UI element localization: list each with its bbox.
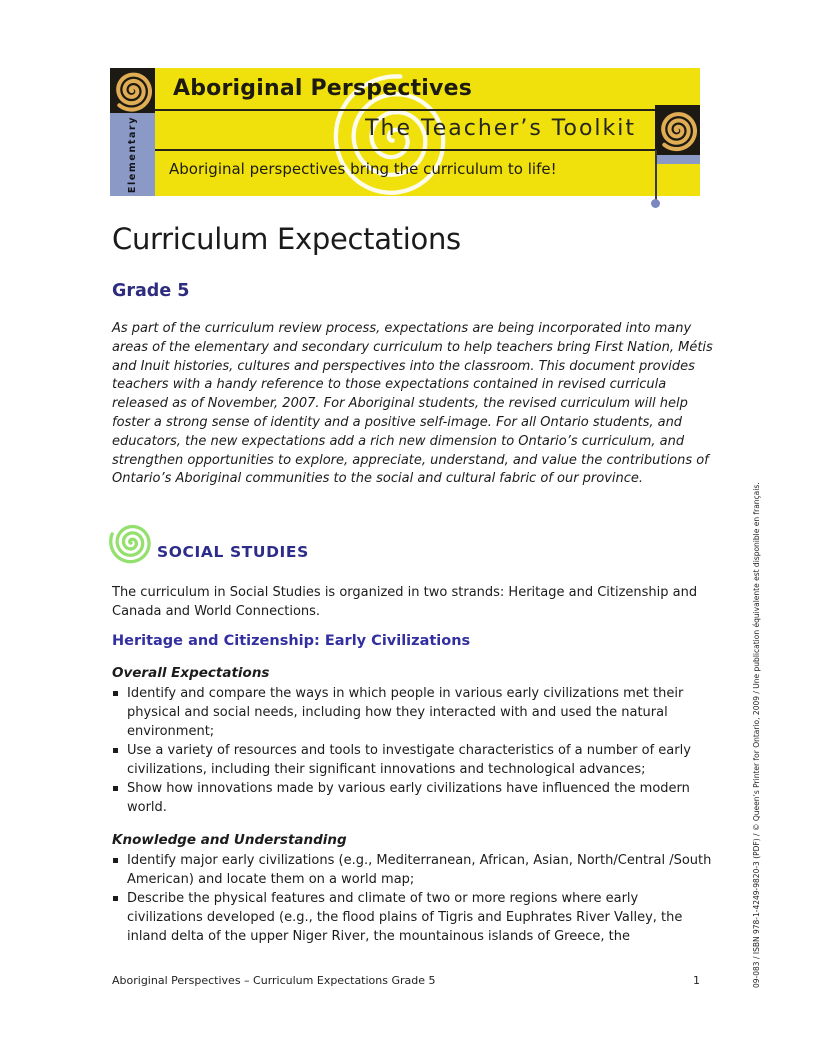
banner-right-blue-bar: [655, 155, 700, 164]
overall-expectations-heading: Overall Expectations: [112, 665, 270, 681]
spiral-logo-icon: [110, 68, 155, 113]
social-studies-spiral-icon: [108, 519, 155, 566]
list-item: Identify major early civilizations (e.g., Mediterranean, African, Asian, North/Central /South American) and locate them on a world map;: [112, 851, 718, 889]
spiral-logo-icon-right: [655, 105, 700, 155]
header-banner: [110, 68, 700, 196]
elementary-strip: [110, 113, 155, 196]
strand-heading: Heritage and Citizenship: Early Civilizations: [112, 633, 471, 649]
social-studies-section-header: [108, 519, 528, 569]
intro-paragraph: As part of the curriculum review process, expectations are being incorporated into many areas of the elementary and secondary curriculum to help teachers bring First Nation, Métis and Inuit histories, cultures and perspectives into the classroom. This document provides teachers with a handy reference to those expectations contained in revised curricula released as of November, 2007. For Aboriginal students, the revised curriculum will help foster a strong sense of identity and a positive self-image. For all Ontario students, and educators, the new expectations add a rich new dimension to Ontario’s curriculum, and strengthen opportunities to explore, appreciate, understand, and value the contributions of Ontario’s Aboriginal communities to the social and cultural fabric of our province.: [112, 321, 713, 487]
bullet-square-icon: [113, 691, 118, 696]
list-item: Use a variety of resources and tools to investigate characteristics of a number of early civilizations, including their significant innovations and technological advances;: [112, 741, 718, 779]
bullet-square-icon: [113, 858, 118, 863]
banner-left-column: [110, 68, 155, 196]
grade-heading: Grade 5: [112, 281, 190, 301]
spiral-logo-box: [110, 68, 155, 113]
bullet-square-icon: [113, 786, 118, 791]
strands-paragraph: The curriculum in Social Studies is organized in two strands: Heritage and Citizenship and Canada and World Connections.: [112, 585, 698, 619]
banner-title: Aboriginal Perspectives: [173, 76, 472, 101]
knowledge-understanding-heading: Knowledge and Understanding: [112, 832, 347, 848]
footer-document-title: Aboriginal Perspectives – Curriculum Expectations Grade 5: [112, 974, 436, 987]
banner-main: [155, 68, 700, 196]
list-item: Identify and compare the ways in which people in various early civilizations met their physical and social needs, including how they interacted with and used the natural environment;: [112, 684, 718, 741]
banner-divider-bottom: [155, 149, 655, 151]
spiral-logo-box-right: [655, 105, 700, 155]
page-title: Curriculum Expectations: [112, 222, 461, 256]
section-title: SOCIAL STUDIES: [157, 543, 309, 561]
banner-subtitle: The Teacher’s Toolkit: [365, 116, 636, 141]
bullet-square-icon: [113, 896, 118, 901]
isbn-vertical-text: 09-083 / ISBN 978-1-4249-9820-3 (PDF) / © Queen’s Printer for Ontario, 2009 / Une publication équivalente est disponible en français.: [752, 482, 761, 988]
list-item: Show how innovations made by various early civilizations have influenced the modern world.: [112, 779, 718, 817]
banner-divider-top: [155, 109, 655, 111]
banner-connector-line: [655, 150, 657, 200]
bullet-square-icon: [113, 748, 118, 753]
knowledge-understanding-list: [112, 851, 718, 946]
banner-tagline: Aboriginal perspectives bring the curriculum to life!: [169, 160, 557, 178]
banner-connector-dot: [651, 199, 660, 208]
overall-expectations-list: [112, 684, 718, 817]
page-number: 1: [693, 974, 700, 987]
elementary-label: Elementary: [127, 115, 138, 194]
list-item: Describe the physical features and climate of two or more regions where early civilizations developed (e.g., the flood plains of Tigris and Euphrates River Valley, the inland delta of the upper Niger River, the mountainous islands of Greece, the: [112, 889, 718, 946]
